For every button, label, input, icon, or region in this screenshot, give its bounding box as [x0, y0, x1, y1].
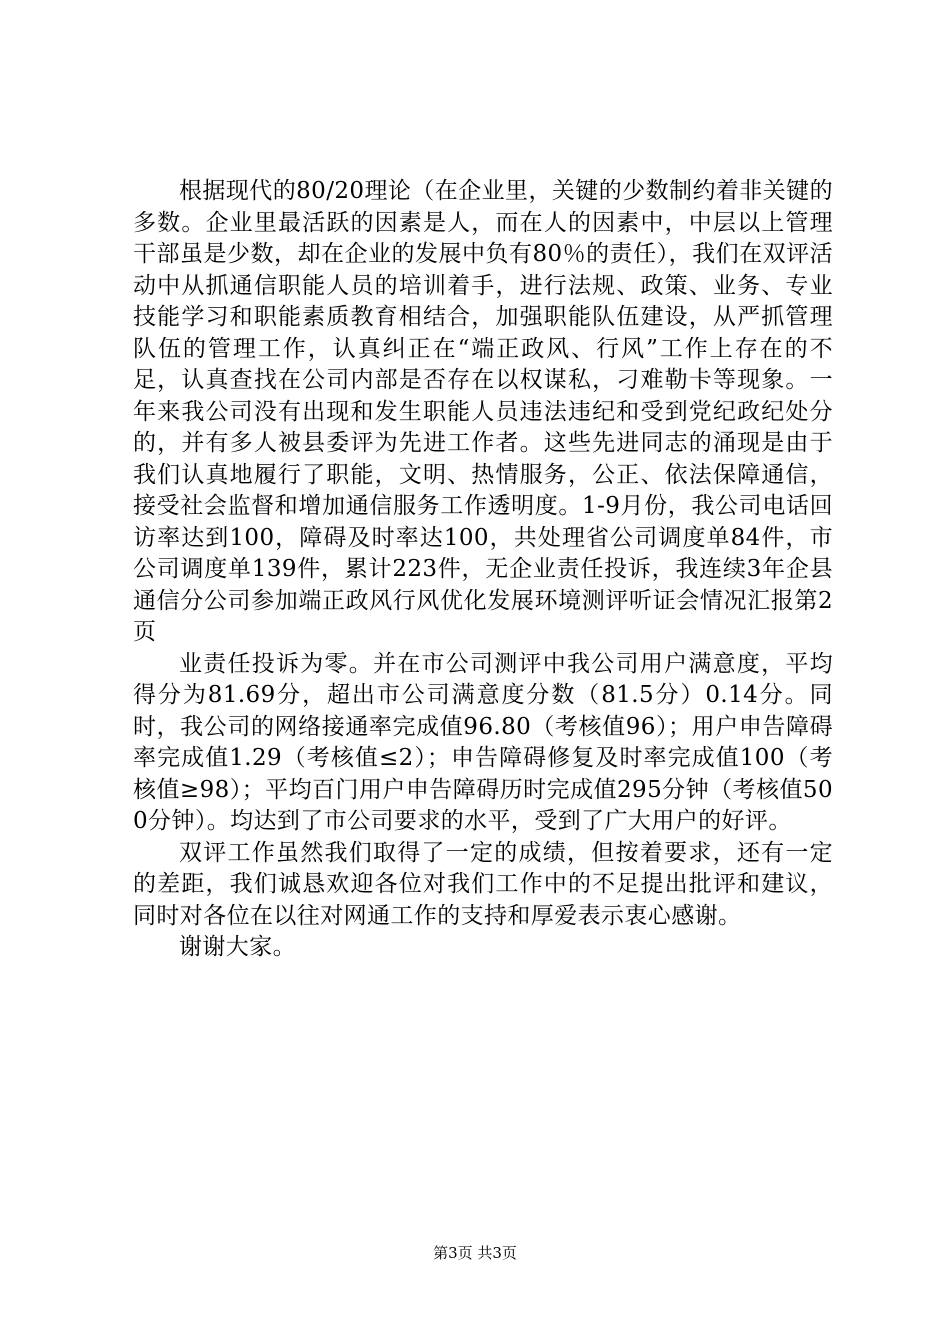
page-footer [0, 1243, 950, 1263]
paragraph-3: 双评工作虽然我们取得了一定的成绩，但按着要求，还有一定的差距，我们诚恳欢迎各位对我们工作中的不足提出批评和建议，同时对各位在以往对网通工作的支持和厚爱表示衷心感谢。 [133, 839, 833, 929]
document-body [133, 176, 833, 964]
paragraph-2: 业责任投诉为零。并在市公司测评中我公司用户满意度，平均得分为81.69分，超出市公司满意度分数（81.5分）0.14分。同时，我公司的网络接通率完成值96.80（考核值96）；用户申告障碍率完成值1.29（考核值≤2）；申告障碍修复及时率完成值100（考核值≥98）；平均百门用户申告障碍历时完成值295分钟（考核值500分钟）。均达到了市公司要求的水平，受到了广大用户的好评。 [133, 650, 833, 834]
paragraph-1: 根据现代的80/20理论（在企业里，关键的少数制约着非关键的多数。企业里最活跃的因素是人，而在人的因素中，中层以上管理干部虽是少数，却在企业的发展中负有80％的责任），我们在双评活动中从抓通信职能人员的培训着手，进行法规、政策、业务、专业技能学习和职能素质教育相结合，加强职能队伍建设，从严抓管理队伍的管理工作，认真纠正在“端正政风、行风”工作上存在的不足，认真查找在公司内部是否存在以权谋私，刁难勒卡等现象。一年来我公司没有出现和发生职能人员违法违纪和受到党纪政纪处分的，并有多人被县委评为先进工作者。这些先进同志的涌现是由于我们认真地履行了职能，文明、热情服务，公正、依法保障通信，接受社会监督和增加通信服务工作透明度。1-9月份，我公司电话回访率达到100，障碍及时率达100，共处理省公司调度单84件，市公司调度单139件，累计223件，无企业责任投诉，我连续3年企县通信分公司参加端正政风行风优化发展环境测评听证会情况汇报第2页 [133, 178, 833, 645]
page-number-indicator: 第3页 共3页 [433, 1244, 517, 1262]
paragraph-4: 谢谢大家。 [179, 934, 296, 960]
